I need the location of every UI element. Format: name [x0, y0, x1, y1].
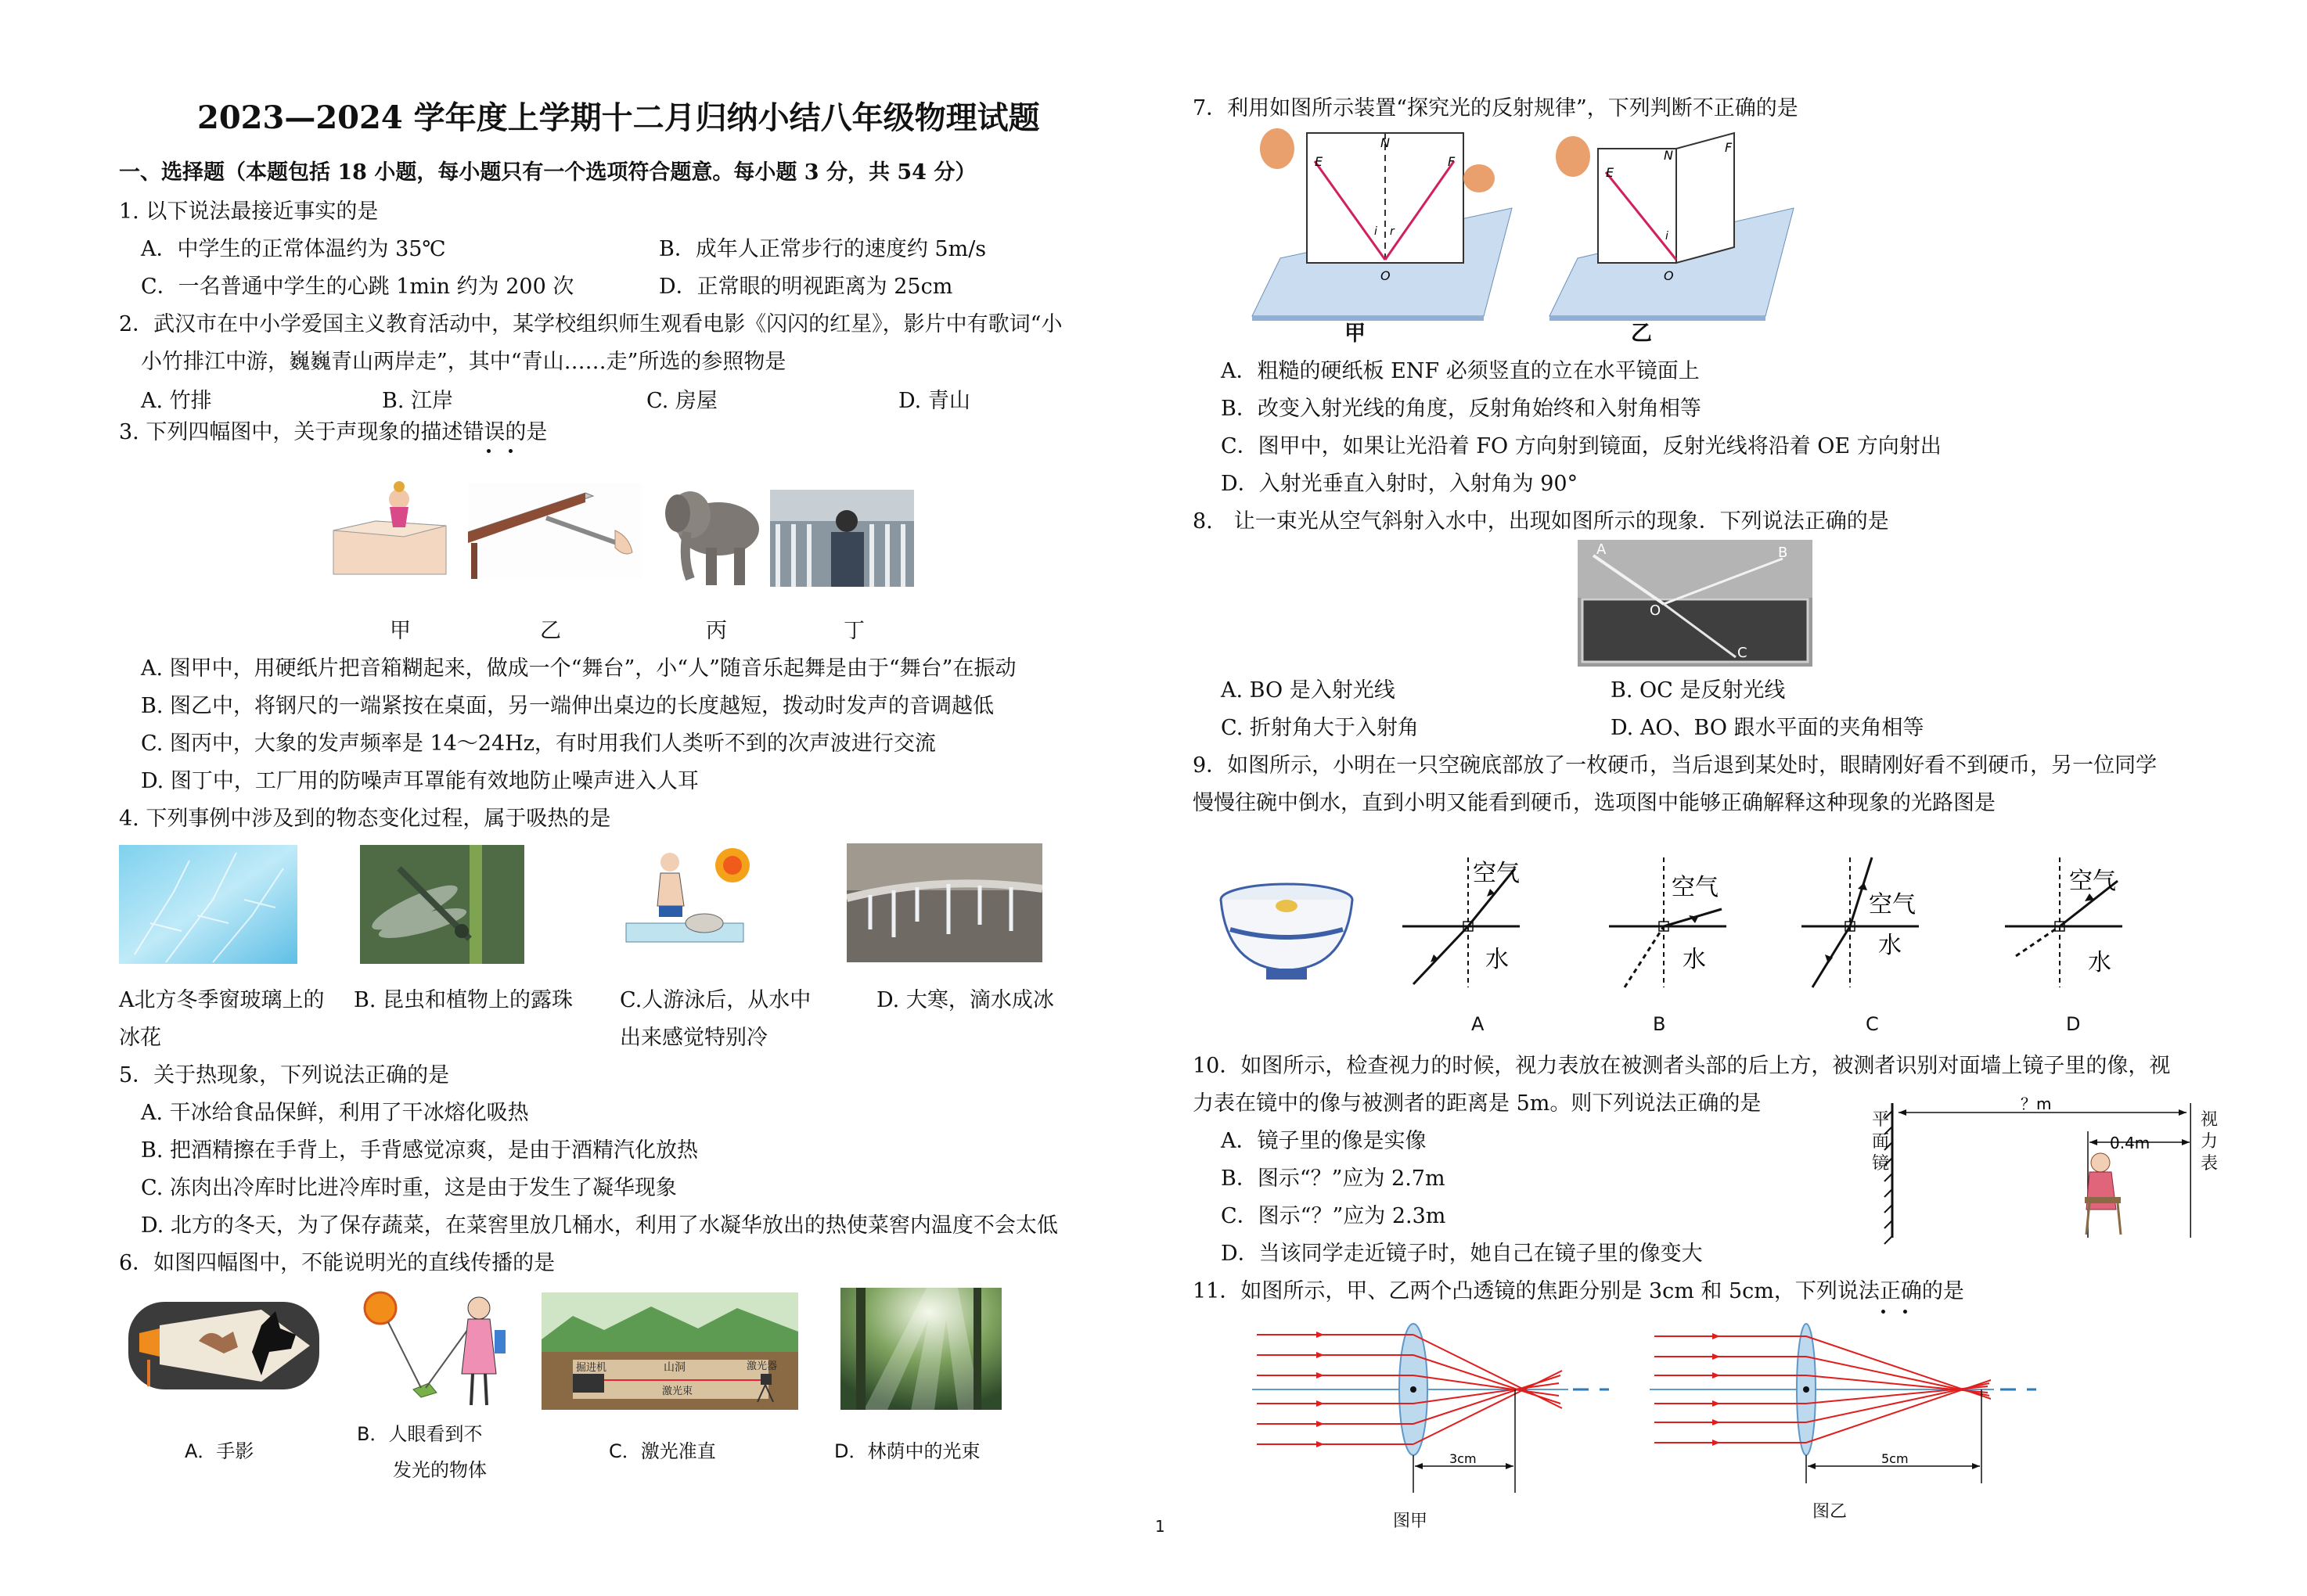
page-number: 1 [1155, 1517, 1165, 1536]
svg-text:O: O [1380, 268, 1391, 283]
q9-a-air-label: 空气 [1473, 860, 1520, 887]
q6-picture-hand-shadow [128, 1302, 319, 1389]
q6-option-b-line2: 发光的物体 [393, 1459, 487, 1481]
q6-stem: 6．如图四幅图中，不能说明光的直线传播的是 [119, 1251, 556, 1275]
svg-text:i: i [1374, 225, 1377, 238]
q9-line2: 慢慢往碗中倒水，直到小明又能看到硬币，选项图中能够正确解释这种现象的光路图是 [1193, 791, 1996, 815]
q1-option-b: B．成年人正常步行的速度约 5m/s [659, 237, 987, 261]
q9-diagram-c [1797, 850, 1924, 990]
q7-option-b: B．改变入射光线的角度，反射角始终和入射角相等 [1221, 397, 1701, 421]
svg-text:N: N [1380, 135, 1390, 150]
q5-option-b: B. 把酒精擦在手背上，手背感觉凉爽，是由于酒精汽化放热 [141, 1138, 699, 1163]
svg-text:r: r [1390, 225, 1395, 238]
q9-c-air-label: 空气 [1869, 891, 1916, 918]
q4-option-c-line2: 出来感觉特别冷 [620, 1026, 768, 1050]
q10-chart-label-3: 表 [2201, 1154, 2219, 1174]
q10-option-b: B．图示“？”应为 2.7m [1221, 1166, 1445, 1191]
q10-mirror-label-1: 平 [1872, 1110, 1890, 1130]
q7-option-c: C．图甲中，如果让光沿着 FO 方向射到镜面，反射光线将沿着 OE 方向射出 [1221, 434, 1942, 458]
q3-option-d: D. 图丁中，工厂用的防噪声耳罩能有效地防止噪声进入人耳 [141, 769, 699, 793]
q1-option-c: C．一名普通中学生的心跳 1min 约为 200 次 [141, 275, 574, 299]
q2-line1: 2．武汉市在中小学爱国主义教育活动中，某学校组织师生观看电影《闪闪的红星》，影片中有歌词“小 [119, 312, 1063, 336]
q11-caption-yi: 图乙 [1812, 1502, 1848, 1522]
q6-picture-laser-tunnel [542, 1292, 798, 1410]
svg-text:N: N [1664, 148, 1673, 163]
q6-option-b-line1: B．人眼看到不 [357, 1423, 483, 1445]
q2-option-c: C. 房屋 [646, 389, 718, 413]
section-heading: 一、选择题（本题包括 18 小题，每小题只有一个选项符合题意。每小题 3 分，共 54 分） [119, 160, 977, 185]
q9-a-water-label: 水 [1485, 946, 1509, 973]
q5-option-c: C. 冻肉出冷库时比进冷库时重，这是由于发生了凝华现象 [141, 1176, 677, 1200]
q6-picture-sun-eye [355, 1288, 512, 1410]
q4-option-d: D. 大寒，滴水成冰 [876, 988, 1054, 1012]
q2-option-a: A. 竹排 [141, 389, 212, 413]
q3-option-c: C. 图丙中，大象的发声频率是 14～24Hz，有时用我们人类听不到的次声波进行交流 [141, 732, 936, 756]
q9-d-water-label: 水 [2088, 949, 2111, 976]
q9-b-air-label: 空气 [1672, 874, 1719, 901]
q6-option-c: C．激光准直 [609, 1440, 716, 1462]
q6-label-tunnel: 山洞 [664, 1361, 686, 1374]
q3-picture-jia [329, 476, 470, 577]
q9-line1: 9．如图所示，小明在一只空碗底部放了一枚硬币，当后退到某处时，眼睛刚好看不到硬币，另一位同学 [1193, 753, 2158, 778]
q9-diagram-a [1398, 850, 1524, 990]
q9-b-water-label: 水 [1683, 946, 1706, 973]
q11-stem: 11．如图所示，甲、乙两个凸透镜的焦距分别是 3cm 和 5cm，下列说法正确的是 [1193, 1279, 1964, 1303]
q4-stem: 4. 下列事例中涉及到的物态变化过程，属于吸热的是 [119, 807, 611, 831]
q10-mirror-label-3: 镜 [1872, 1154, 1890, 1174]
q2-line2: 小竹排江中游，巍巍青山两岸走”，其中“青山……走”所选的参照物是 [141, 350, 786, 374]
q3-picture-bing-elephant [656, 477, 764, 588]
q10-distance-0-4m: 0.4m [2110, 1134, 2150, 1152]
q8-option-d: D. AO、BO 跟水平面的夹角相等 [1611, 716, 1924, 740]
q3-label-jia: 甲 [390, 619, 411, 643]
q4-option-c-line1: C.人游泳后，从水中 [620, 988, 812, 1012]
q8-option-b: B. OC 是反射光线 [1611, 678, 1786, 703]
q3-option-a: A. 图甲中，用硬纸片把音箱糊起来，做成一个“舞台”，小“人”随音乐起舞是由于“舞台”在振动 [141, 656, 1017, 681]
q8-option-c: C. 折射角大于入射角 [1221, 716, 1419, 740]
q7-figure-jia [1249, 125, 1515, 322]
q3-label-yi: 乙 [540, 619, 561, 643]
q3-picture-yi [468, 483, 642, 579]
svg-text:i: i [1665, 230, 1668, 243]
q4-picture-frost [119, 845, 297, 964]
q10-distance-unknown: ？m [2021, 1095, 2052, 1113]
q11-focal-3cm: 3cm [1449, 1451, 1477, 1466]
q10-chart-label-1: 视 [2201, 1110, 2219, 1130]
q6-label-beam: 激光束 [662, 1386, 693, 1397]
q7-figure-jia-label: 甲 [1344, 322, 1366, 346]
q3-option-b: B. 图乙中，将钢尺的一端紧按在桌面，另一端伸出桌边的长度越短，拨动时发声的音调越低 [141, 694, 995, 718]
q4-option-b: B. 昆虫和植物上的露珠 [354, 988, 574, 1012]
q7-stem: 7．利用如图所示装置“探究光的反射规律”，下列判断不正确的是 [1193, 96, 1798, 120]
q9-option-b-label: B [1653, 1013, 1666, 1035]
svg-text:O: O [1650, 602, 1661, 619]
q7-figure-yi [1546, 125, 1797, 322]
q11-lens-diagram-yi [1650, 1321, 2057, 1497]
emphasis-dot [1881, 1310, 1885, 1314]
q9-option-a-label: A [1471, 1013, 1485, 1035]
q10-line1: 10．如图所示，检查视力的时候，视力表放在被测者头部的后上方，被测者识别对面墙上镜子里的像，视 [1193, 1054, 2171, 1078]
q9-option-d-label: D [2066, 1013, 2081, 1035]
q3-label-ding: 丁 [844, 619, 865, 643]
q5-option-d: D. 北方的冬天，为了保存蔬菜，在菜窖里放几桶水，利用了水凝华放出的热使菜窖内温度不会太低 [141, 1213, 1058, 1238]
q10-option-d: D．当该同学走近镜子时，她自己在镜子里的像变大 [1221, 1242, 1703, 1266]
q1-option-d: D．正常眼的明视距离为 25cm [659, 275, 953, 299]
svg-text:B: B [1778, 545, 1788, 561]
q5-stem: 5．关于热现象，下列说法正确的是 [119, 1063, 450, 1087]
q10-option-a: A．镜子里的像是实像 [1221, 1129, 1427, 1153]
q7-option-d: D．入射光垂直入射时，入射角为 90° [1221, 472, 1578, 496]
q3-label-bing: 丙 [706, 619, 727, 643]
q9-bowl-with-coin [1219, 882, 1354, 984]
q4-picture-icicles [847, 843, 1042, 962]
q4-option-a-line2: 冰花 [119, 1026, 161, 1050]
q7-figure-yi-label: 乙 [1631, 322, 1652, 346]
emphasis-dot [509, 449, 513, 453]
svg-text:E: E [1606, 165, 1614, 180]
q1-option-a: A．中学生的正常体温约为 35℃ [141, 237, 446, 261]
q9-option-c-label: C [1866, 1013, 1879, 1035]
q2-option-d: D. 青山 [898, 389, 970, 413]
q9-d-air-label: 空气 [2069, 868, 2116, 895]
q11-focal-5cm: 5cm [1881, 1451, 1909, 1466]
q10-line2: 力表在镜中的像与被测者的距离是 5m。则下列说法正确的是 [1193, 1091, 1762, 1116]
q4-picture-dragonfly [360, 845, 524, 964]
q8-option-a: A. BO 是入射光线 [1221, 678, 1395, 703]
q3-stem: 3. 下列四幅图中，关于声现象的描述错误的是 [119, 420, 548, 444]
svg-text:C: C [1737, 645, 1747, 661]
emphasis-dot [1903, 1310, 1907, 1314]
q11-lens-diagram-jia [1252, 1321, 1612, 1497]
q9-diagram-b [1604, 850, 1731, 990]
q6-option-a: A．手影 [185, 1440, 254, 1462]
svg-text:O: O [1664, 268, 1674, 283]
q6-label-machine: 掘进机 [576, 1362, 607, 1374]
svg-text:A: A [1596, 541, 1607, 558]
q3-picture-ding-factory [770, 490, 914, 587]
q7-option-a: A．粗糙的硬纸板 ENF 必须竖直的立在水平镜面上 [1221, 359, 1700, 383]
q10-mirror-label-2: 面 [1872, 1132, 1890, 1152]
q4-picture-swimmer [618, 845, 753, 947]
q8-stem: 8. 让一束光从空气斜射入水中，出现如图所示的现象．下列说法正确的是 [1193, 509, 1889, 534]
q9-c-water-label: 水 [1878, 932, 1902, 959]
q5-option-a: A. 干冰给食品保鲜，利用了干冰熔化吸热 [141, 1101, 529, 1125]
q10-option-c: C．图示“？”应为 2.3m [1221, 1204, 1446, 1228]
q9-diagram-d [2000, 850, 2127, 990]
page-title: 2023—2024 学年度上学期十二月归纳小结八年级物理试题 [197, 99, 1040, 136]
q6-option-d: D．林荫中的光束 [834, 1440, 981, 1462]
svg-text:F: F [1725, 140, 1733, 155]
q10-chart-label-2: 力 [2201, 1132, 2219, 1152]
svg-text:E: E [1315, 154, 1323, 169]
q11-caption-jia: 图甲 [1393, 1512, 1428, 1531]
q1-stem: 1. 以下说法最接近事实的是 [119, 200, 379, 224]
q2-option-b: B. 江岸 [382, 389, 454, 413]
q8-photo-refraction [1578, 540, 1812, 667]
q6-label-laser: 激光器 [747, 1361, 778, 1372]
q6-picture-forest-beams [840, 1288, 1002, 1410]
emphasis-dot [487, 449, 491, 453]
q10-eye-test-diagram [1855, 1095, 2191, 1252]
svg-text:F: F [1448, 154, 1456, 169]
q4-option-a-line1: A北方冬季窗玻璃上的 [119, 988, 325, 1012]
